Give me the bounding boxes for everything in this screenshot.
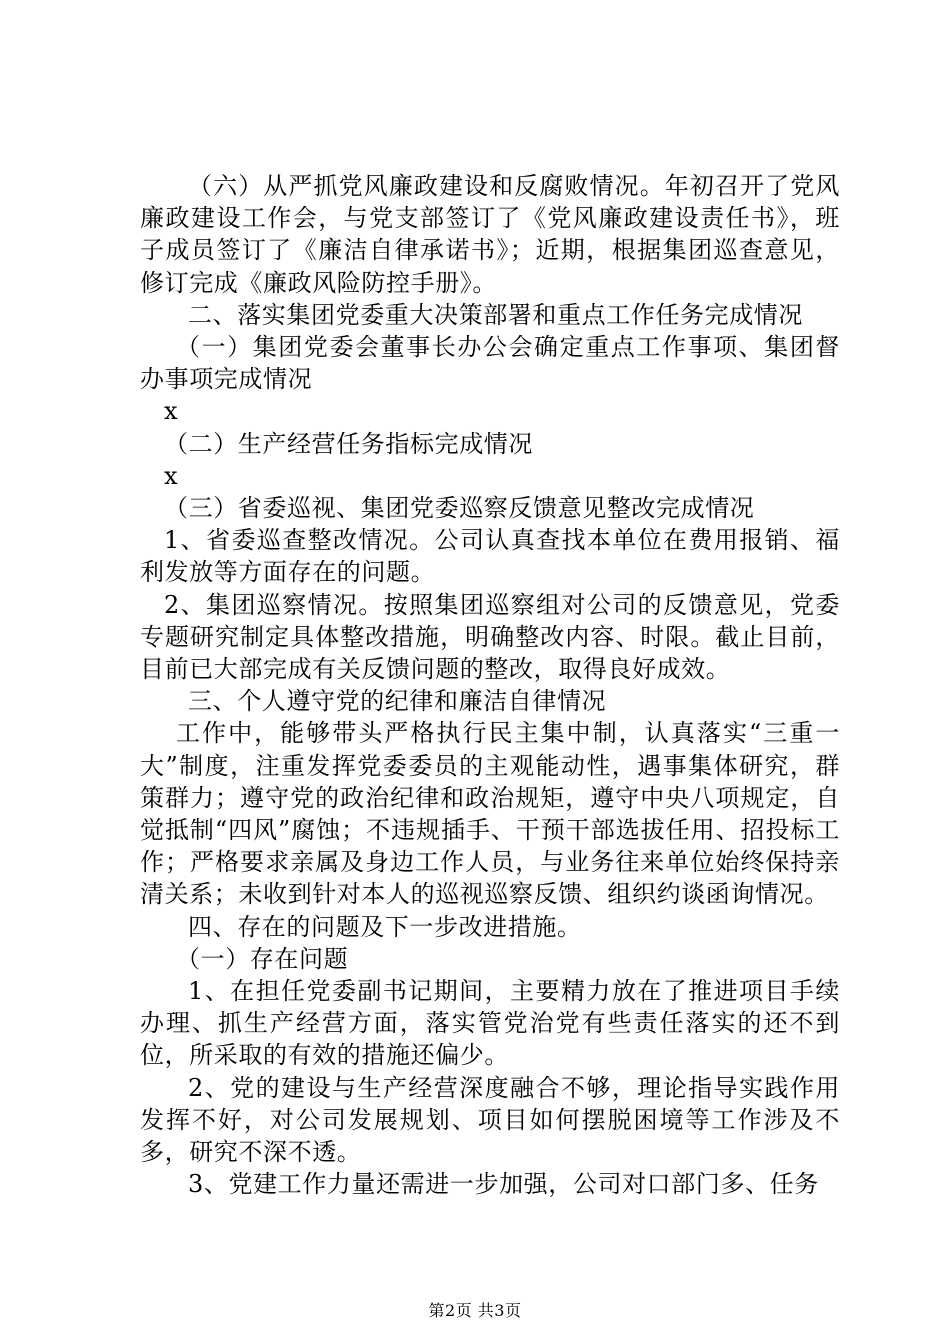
page-number-label: 第2页 共3页 bbox=[428, 1301, 522, 1320]
paragraph-problem-three: 3、党建工作力量还需进一步加强，公司对口部门多、任务 bbox=[188, 1170, 819, 1199]
placeholder-x-2: x bbox=[164, 461, 179, 490]
placeholder-x-1: x bbox=[164, 397, 179, 426]
page-footer bbox=[0, 1301, 950, 1321]
paragraph-party-conduct: （六）从严抓党风廉政建设和反腐败情况。年初召开了党风廉政建设工作会，与党支部签订了《党风廉政建设责任书》，班子成员签订了《廉洁自律承诺书》；近期，根据集团巡查意见，修订完成《廉政风险防控手册》。 bbox=[140, 172, 840, 297]
heading-section-four: 四、存在的问题及下一步改进措施。 bbox=[188, 912, 582, 941]
paragraph-problem-two: 2、党的建设与生产经营深度融合不够，理论指导实践作用发挥不好，对公司发展规划、项目如何摆脱困境等工作涉及不多，研究不深不透。 bbox=[140, 1073, 840, 1167]
heading-section-two: 二、落实集团党委重大决策部署和重点工作任务完成情况 bbox=[188, 300, 803, 329]
heading-existing-problems: （一）存在问题 bbox=[176, 944, 349, 973]
heading-subsection-three: （三）省委巡视、集团党委巡察反馈意见整改完成情况 bbox=[164, 494, 755, 523]
heading-section-three: 三、个人遵守党的纪律和廉洁自律情况 bbox=[188, 687, 607, 716]
paragraph-problem-one: 1、在担任党委副书记期间，主要精力放在了推进项目手续办理、抓生产经营方面，落实管党治党有些责任落实的还不到位，所采取的有效的措施还偏少。 bbox=[140, 977, 840, 1070]
heading-subsection-two: （二）生产经营任务指标完成情况 bbox=[164, 429, 533, 458]
paragraph-personal-discipline: 工作中，能够带头严格执行民主集中制，认真落实“三重一大”制度，注重发挥党委委员的主观能动性，遇事集体研究，群策群力；遵守党的政治纪律和政治规矩，遵守中央八项规定，自觉抵制“四风”腐蚀；不违规插手、干预干部选拔任用、招投标工作；严格要求亲属及身边工作人员，与业务往来单位始终保持亲清关系；未收到针对本人的巡视巡察反馈、组织约谈函询情况。 bbox=[140, 719, 840, 909]
document-body bbox=[140, 170, 840, 1201]
heading-subsection-one: （一）集团党委会董事长办公会确定重点工作事项、集团督办事项完成情况 bbox=[140, 333, 840, 394]
paragraph-provincial-inspection: 1、省委巡查整改情况。公司认真查找本单位在费用报销、福利发放等方面存在的问题。 bbox=[140, 526, 840, 587]
paragraph-group-inspection: 2、集团巡察情况。按照集团巡察组对公司的反馈意见，党委专题研究制定具体整改措施，明确整改内容、时限。截止目前，目前已大部完成有关反馈问题的整改，取得良好成效。 bbox=[140, 590, 840, 684]
